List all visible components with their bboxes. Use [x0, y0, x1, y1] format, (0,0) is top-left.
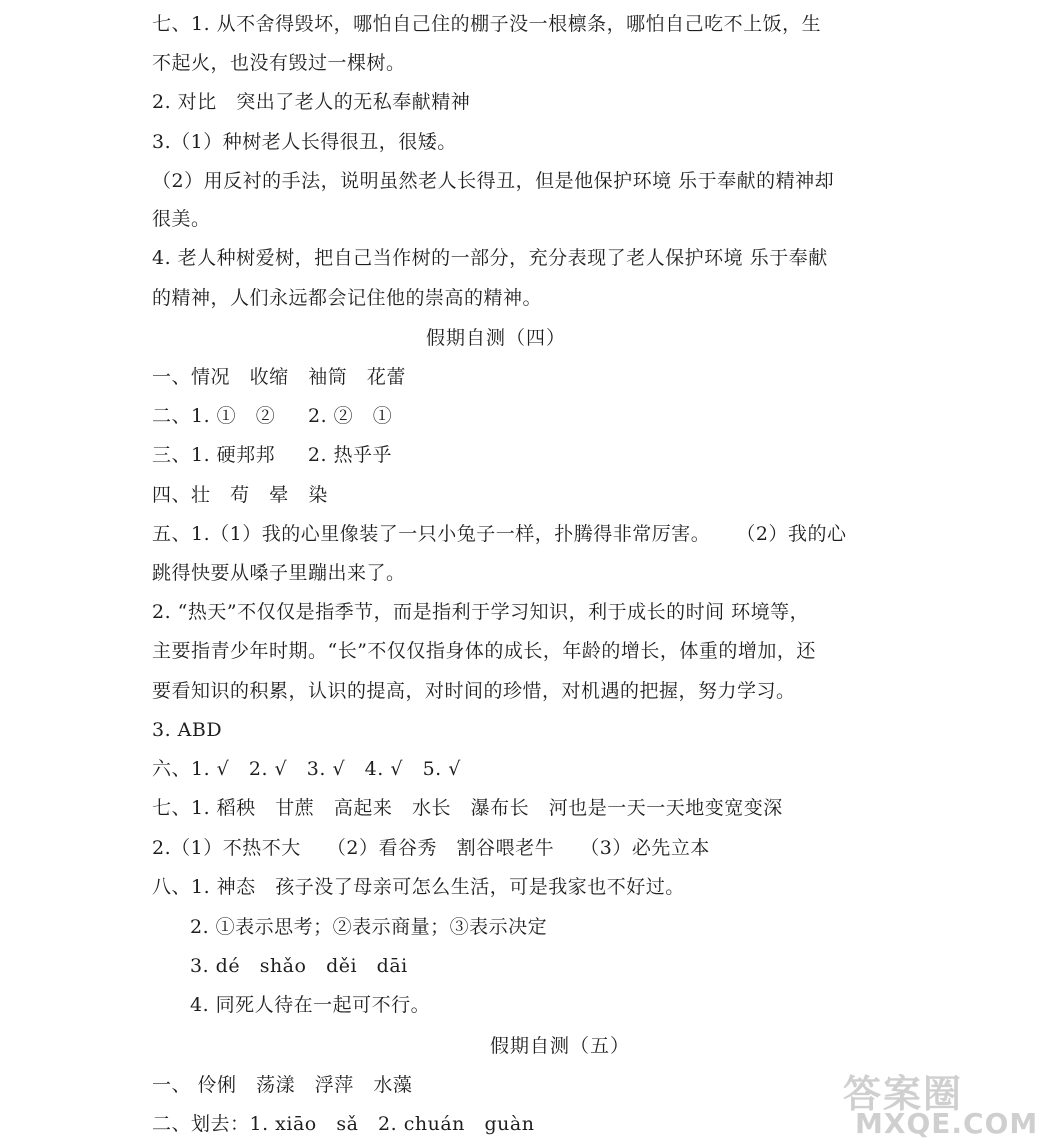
text-line: 四、壮 苟 晕 染	[152, 484, 328, 506]
text-line: 2. “热天”不仅仅是指季节，而是指利于学习知识，利于成长的时间 环境等，	[152, 601, 810, 623]
text-line: （2）用反衬的手法，说明虽然老人长得丑，但是他保护环境 乐于奉献的精神却	[152, 170, 835, 192]
text-line: 2.（1）不热不大 （2）看谷秀 割谷喂老牛 （3）必先立本	[152, 837, 710, 859]
watermark-logo-text: 答案圈	[843, 1072, 964, 1116]
watermark-domain-text: MXQE.COM	[855, 1107, 1039, 1140]
text-line: 二、1. ① ② 2. ② ①	[152, 405, 393, 427]
text-line: 不起火，也没有毁过一棵树。	[152, 52, 406, 74]
text-line: 3. ABD	[152, 719, 223, 741]
text-line: 跳得快要从嗓子里蹦出来了。	[152, 562, 406, 584]
text-line: 很美。	[152, 208, 211, 230]
text-line: 八、1. 神态 孩子没了母亲可怎么生活，可是我家也不好过。	[152, 876, 685, 898]
text-line: 一、情况 收缩 袖筒 花蕾	[152, 366, 406, 388]
text-line: 4. 老人种树爱树，把自己当作树的一部分，充分表现了老人保护环境 乐于奉献	[152, 247, 828, 269]
text-line: 3.（1）种树老人长得很丑，很矮。	[152, 131, 457, 153]
text-line: 2. 对比 突出了老人的无私奉献精神	[152, 91, 471, 113]
text-line: 的精神，人们永远都会记住他的崇高的精神。	[152, 287, 543, 309]
text-line: 主要指青少年时期。“长”不仅仅指身体的成长，年龄的增长，体重的增加，还	[152, 640, 816, 662]
section-heading: 假期自测（四）	[425, 327, 566, 349]
text-line: 2. ①表示思考；②表示商量；③表示决定	[190, 916, 548, 938]
text-line: 二、划去：1. xiāo sǎ 2. chuán guàn	[152, 1113, 535, 1135]
text-line: 七、1. 稻秧 甘蔗 高起来 水长 瀑布长 河也是一天一天地变宽变深	[152, 797, 783, 819]
text-line: 六、1. √ 2. √ 3. √ 4. √ 5. √	[152, 758, 461, 780]
text-line: 七、1. 从不舍得毁坏，哪怕自己住的棚子没一根檩条，哪怕自己吃不上饭，生	[152, 13, 822, 35]
text-line: 五、1.（1）我的心里像装了一只小兔子一样，扑腾得非常厉害。 （2）我的心	[152, 523, 847, 545]
text-line: 三、1. 硬邦邦 2. 热乎乎	[152, 444, 393, 466]
text-line: 4. 同死人待在一起可不行。	[190, 994, 431, 1016]
text-line: 3. dé shǎo děi dāi	[190, 955, 408, 977]
text-line: 要看知识的积累，认识的提高，对时间的珍惜，对机遇的把握，努力学习。	[152, 680, 796, 702]
section-heading: 假期自测（五）	[489, 1035, 630, 1057]
text-line: 一、 伶俐 荡漾 浮萍 水藻	[152, 1074, 413, 1096]
site-watermark	[825, 1061, 1039, 1141]
